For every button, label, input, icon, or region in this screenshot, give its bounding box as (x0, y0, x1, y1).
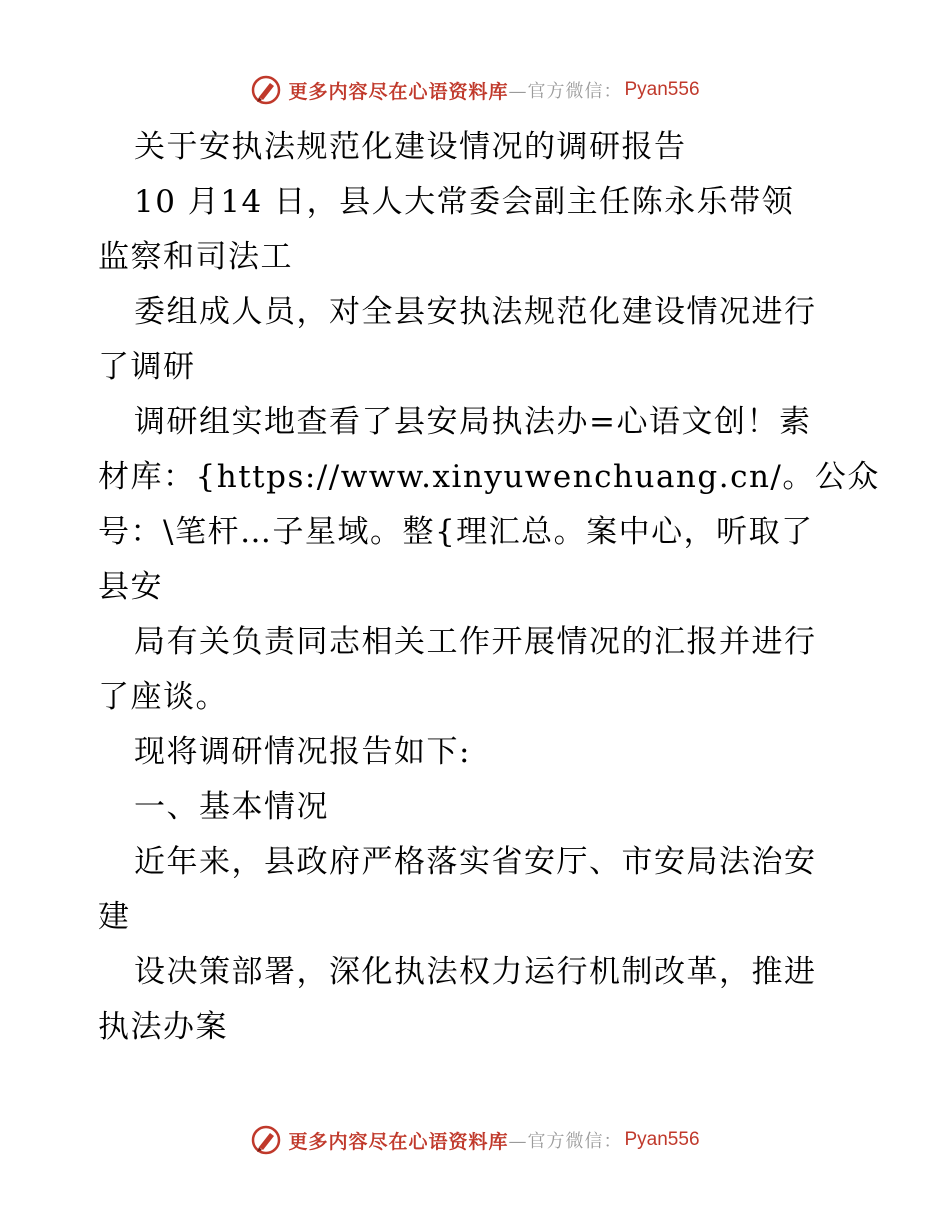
paragraph-line: 10 月14 日，县人大常委会副主任陈永乐带领 (134, 184, 795, 220)
header-watermark-banner (0, 70, 950, 110)
banner-wechat-id: Pyan556 (624, 1129, 700, 1150)
paragraph-line: 执法办案 (98, 1009, 228, 1045)
paragraph-line: 县安 (98, 569, 163, 605)
pen-logo-icon (250, 74, 282, 106)
paragraph-line: 近年来，县政府严格落实省安厅、市安局法治安 (134, 844, 817, 880)
paragraph-line: 现将调研情况报告如下: (134, 734, 471, 770)
paragraph-line: 号：\笔杆…子星域。整{理汇总。案中心，听取了 (98, 514, 814, 550)
banner-wechat-id: Pyan556 (624, 79, 700, 100)
document-title: 关于安执法规范化建设情况的调研报告 (134, 129, 687, 165)
pen-logo-icon (250, 1124, 282, 1156)
paragraph-line: 材库：{https://www.xinyuwenchuang.cn/。公众 (98, 459, 880, 495)
paragraph-line: 了调研 (98, 349, 196, 385)
banner-title: 更多内容尽在心语资料库 (288, 1130, 509, 1153)
banner-title: 更多内容尽在心语资料库 (288, 80, 509, 103)
paragraph-line: 监察和司法工 (98, 239, 293, 275)
paragraph-line: 了座谈。 (98, 679, 228, 715)
paragraph-line: 调研组实地查看了县安局执法办=心语文创！素 (134, 404, 812, 440)
document-body (98, 120, 880, 1055)
paragraph-line: 局有关负责同志相关工作开展情况的汇报并进行 (134, 624, 817, 660)
paragraph-line: 建 (98, 899, 131, 935)
footer-watermark-banner (0, 1120, 950, 1160)
paragraph-line: 委组成人员，对全县安执法规范化建设情况进行 (134, 294, 817, 330)
banner-wechat-label: —官方微信： (508, 81, 623, 102)
paragraph-line: 设决策部署，深化执法权力运行机制改革，推进 (134, 954, 817, 990)
section-heading: 一、基本情况 (134, 789, 329, 825)
banner-wechat-label: —官方微信： (508, 1131, 623, 1152)
